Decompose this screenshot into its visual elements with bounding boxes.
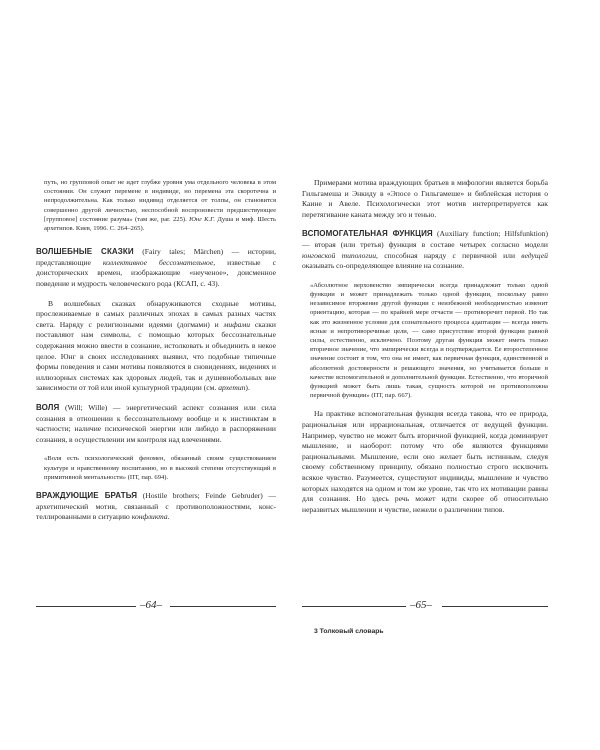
entry-hostile-brothers-term: конфликта xyxy=(131,512,168,522)
right-rule-end xyxy=(442,606,548,607)
right-page-number: –65– xyxy=(410,599,432,611)
continued-quote-author: Юнг К.Г. xyxy=(189,215,216,223)
entry-auxiliary-function-term: юнговской типологии xyxy=(302,250,377,260)
entry-auxiliary-function-paragraph: На практике вспомогательная функция всегда такова, что ее природа, рациональная или иррациональная, отличается от ведущей функции. Например, чувство не может быть вторичной функцией, когда доминирует мышление, и наоборот: потому что обе являются функциями рациональными. Мышление, если оно желает быть истинным, следуя своему собственному принципу, обязано полностью строго исключить всякое чувство. Разумеется, существуют индивиды, мышление и чувство которых находятся на одном и том же уровне, так что их мотивации равны для сознания. Но здесь речь может идти скорее об относительно неразвитых мышлении и чувстве, нежели о различении типов. xyxy=(302,409,548,514)
paragraph-term-myths: мифами xyxy=(223,319,251,329)
left-page-number: –64– xyxy=(140,599,162,611)
continued-quote-text: путь, но групповой опыт не идет глубже уровня ума отдельного человека в этом состоянии. Он служит перемене в индивиде, но перемена эта скоротечна и непродолжительна. Как только индивид отделяется от толпы, он становится совершенно другой личностью, неспособной воспроизвести предшествующее [групповое] состояние разума» (там же, par. 225). xyxy=(44,179,276,223)
running-footer: 3 Толковый словарь xyxy=(314,628,384,635)
entry-auxiliary-function-definition: оказывать со-определяющее влияние на сознание. xyxy=(302,261,465,271)
right-rule-start xyxy=(302,606,406,607)
entry-fairy-tales-translation: (Fairy tales; Märchen) — истории, представляющие xyxy=(36,247,276,267)
entry-auxiliary-function-heading: ВСПОМОГАТЕЛЬНАЯ ФУНКЦИЯ xyxy=(302,229,433,239)
entry-will-quote: «Воля есть психологический феномен, обязанный своим существованием культуре и нравственному воспитанию, но в высокой степени отсутствующий в примитивной ментальности» (ПТ, пар. 694). xyxy=(44,455,276,481)
entry-auxiliary-function-translation: (Auxiliary function; Hilfsfunktion) — вторая (или третья) функция в составе четырех согласно модели xyxy=(302,229,549,249)
entry-fairy-tales-term: коллективное бессознательное xyxy=(102,257,214,267)
entry-auxiliary-function-term-leading: ведущей xyxy=(521,250,548,260)
entry-auxiliary-function-mid: , способная наряду с первичной или xyxy=(376,250,516,260)
entry-fairy-tales-definition: , известные с доисторических времен, изображающие «неученое», доисменное поведение и мудрость человеческого рода (КСАП, с. 43). xyxy=(36,257,276,288)
paragraph-text-a: В волшебных сказках обнаруживаются сходные мотивы, прослеживаемые в самых различных эпохах в самых разных частях света. Наряду с религиозными идеями (догмами) и xyxy=(36,298,276,329)
entry-hostile-brothers-end: . xyxy=(167,512,170,522)
right-column xyxy=(302,178,548,515)
entry-will-heading: ВОЛЯ xyxy=(36,402,60,412)
entry-hostile-brothers-heading: ВРАЖДУЮЩИЕ БРАТЬЯ xyxy=(36,490,138,500)
entry-fairy-tales-heading: ВОЛШЕБНЫЕ СКАЗКИ xyxy=(36,247,134,257)
paragraph-text-c: ). xyxy=(245,383,250,393)
paragraph-term-archetype: архетип xyxy=(218,383,246,393)
entry-will-definition: (Will; Wille) — энергетический аспект сознания или сила сознания в отношении к бессознательному вообще и к инстинктам в частности; наличие психической энергии или либидо в распоряжении сознания, в осуществлении им контроля над влечениями. xyxy=(36,402,276,444)
continued-quote-source: Душа и миф. Шесть архетипов. Киев, 1996. С. 264–265). xyxy=(44,215,276,233)
entry-auxiliary-function xyxy=(302,229,548,271)
continued-paragraph: Примерами мотива враждующих братьев в мифологии является борьба Гильгамеша и Энкиду в «Эпосе о Гильгамеше» и библейская история о Каине и Авеле. Психологически этот мотив интерпретируется как перетягивание каната между эго и тенью. xyxy=(302,178,548,219)
paragraph-text-b: сказки поставляют нам символы, с помощью которых бессознательные содержания можно ввести в сознание, истолковать и объединить в некое целое. Юнг в своих исследованиях выявил, что подобные типичные формы поведения и сами мотивы появляются в сновидениях, видениях и иллюзорных системах как здоровых людей, так и душевнобольных вне зависимости от той или иной культурной традиции (см. xyxy=(36,319,276,393)
entry-auxiliary-function-quote: «Абсолютное верховенство эмпирически всегда принадлежит только одной функции и может принадлежать только одной функции, поскольку равно независимое вторжение другой функции с неизбежной необходимостью изменит ориентацию, которая — по крайней мере отчасти — противоречит первой. Но так как это жизненное условие для сознательного процесса адаптации — всегда иметь ясные и непротиворечивые цели, — само присутствие второй функции равной силы, естественно, исключено. Поэтому другая функция может иметь только вторичное значение, что эмпирически всегда и подтверждается. Ее второстепенное значение состоит в том, что она не имеет, как первичная функция, единственной и абсолютной достоверности и решающего значения, но учитывается больше в качестве вспомогательной и дополнительной функции. Естественно, что вторичной функцией может быть лишь такая, сущность которой не противоположна первичной функции» (ПТ, пар. 667). xyxy=(310,281,548,400)
entry-hostile-brothers-definition: (Hostile brothers; Feinde Gebruder) — архетипический мотив, связанный с противоположностями, констеллированными в ситуацию xyxy=(36,490,276,522)
